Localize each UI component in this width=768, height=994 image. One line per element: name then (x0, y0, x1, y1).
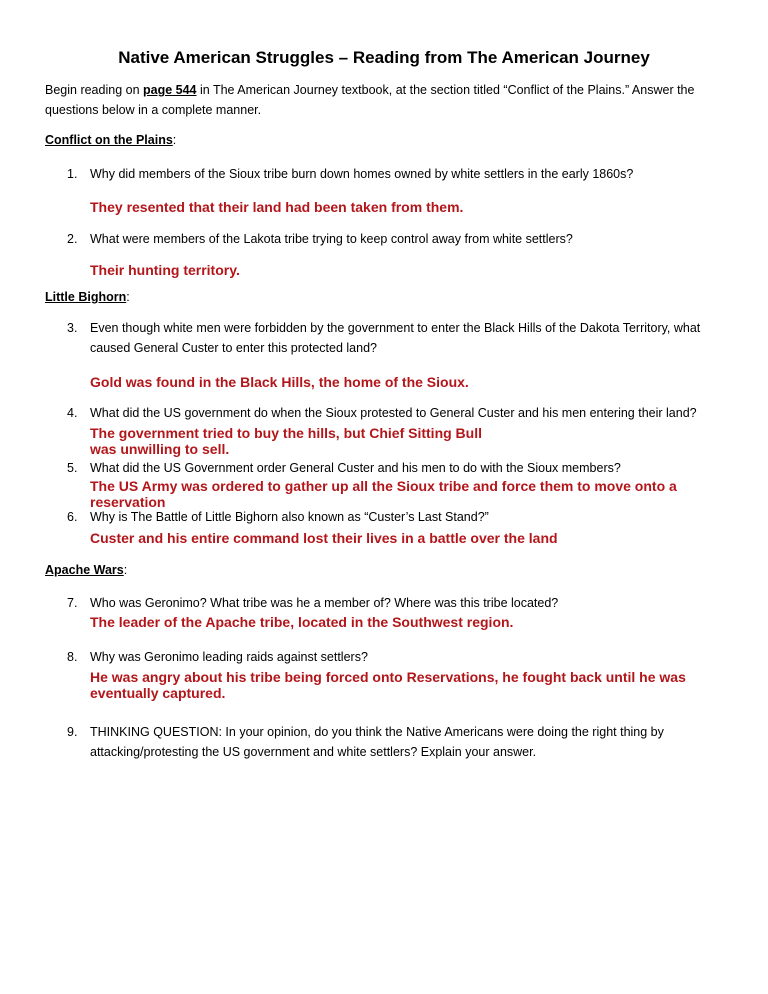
question-number: 4. (67, 406, 78, 420)
question-text: Why did members of the Sioux tribe burn down homes owned by white settlers in the early 1860s? (90, 167, 634, 181)
section-heading-text: Little Bighorn (45, 290, 127, 304)
question-text: Even though white men were forbidden by the government to enter the Black Hills of the Dakota Territory, what caused General Custer to enter this protected land? (90, 321, 701, 355)
question-8 (67, 647, 727, 667)
answer-8: He was angry about his tribe being forced onto Reservations, he fought back until he was eventually captured. (90, 669, 686, 701)
instructions-text-start: Begin reading on (45, 83, 143, 97)
question-4 (67, 403, 727, 423)
question-text: Why was Geronimo leading raids against settlers? (90, 650, 368, 664)
page-reference: page 544 (143, 83, 197, 97)
question-9 (67, 722, 727, 762)
question-number: 1. (67, 167, 78, 181)
question-number: 9. (67, 725, 78, 739)
question-5 (67, 458, 727, 478)
question-number: 7. (67, 596, 78, 610)
instructions-text-end: in The American Journey textbook, at the section titled “Conflict of the Plains.” Answer the questions below in a complete manner. (45, 83, 695, 117)
section-heading-text: Apache Wars (45, 563, 124, 577)
question-text: Why is The Battle of Little Bighorn also known as “Custer’s Last Stand?” (90, 510, 489, 524)
question-number: 2. (67, 232, 78, 246)
question-1 (67, 164, 727, 184)
question-7 (67, 593, 727, 613)
question-6 (67, 507, 727, 527)
answer-1: They resented that their land had been taken from them. (90, 199, 464, 215)
question-2 (67, 229, 727, 249)
section-heading-plains: Conflict on the Plains: (45, 133, 177, 147)
section-heading-bighorn: Little Bighorn: (45, 290, 130, 304)
instructions (45, 80, 725, 120)
section-heading-text: Conflict on the Plains (45, 133, 173, 147)
question-number: 6. (67, 510, 78, 524)
section-heading-apache: Apache Wars: (45, 563, 128, 577)
answer-5: The US Army was ordered to gather up all the Sioux tribe and force them to move onto a reservation (90, 478, 677, 510)
question-text: What did the US government do when the Sioux protested to General Custer and his men entering their land? (90, 406, 697, 420)
question-text: THINKING QUESTION: In your opinion, do you think the Native Americans were doing the right thing by attacking/protesting the US government and white settlers? Explain your answer. (90, 725, 664, 759)
question-number: 5. (67, 461, 78, 475)
question-number: 8. (67, 650, 78, 664)
question-text: What did the US Government order General Custer and his men to do with the Sioux members? (90, 461, 621, 475)
question-3 (67, 318, 727, 358)
answer-4: The government tried to buy the hills, but Chief Sitting Bull was unwilling to sell. (90, 425, 482, 457)
answer-7: The leader of the Apache tribe, located in the Southwest region. (90, 614, 514, 630)
question-text: Who was Geronimo? What tribe was he a member of? Where was this tribe located? (90, 596, 559, 610)
answer-3: Gold was found in the Black Hills, the home of the Sioux. (90, 374, 469, 390)
page-title: Native American Struggles – Reading from The American Journey (118, 48, 650, 67)
answer-2: Their hunting territory. (90, 262, 240, 278)
answer-6: Custer and his entire command lost their lives in a battle over the land (90, 530, 558, 546)
question-number: 3. (67, 321, 78, 335)
question-text: What were members of the Lakota tribe trying to keep control away from white settlers? (90, 232, 573, 246)
